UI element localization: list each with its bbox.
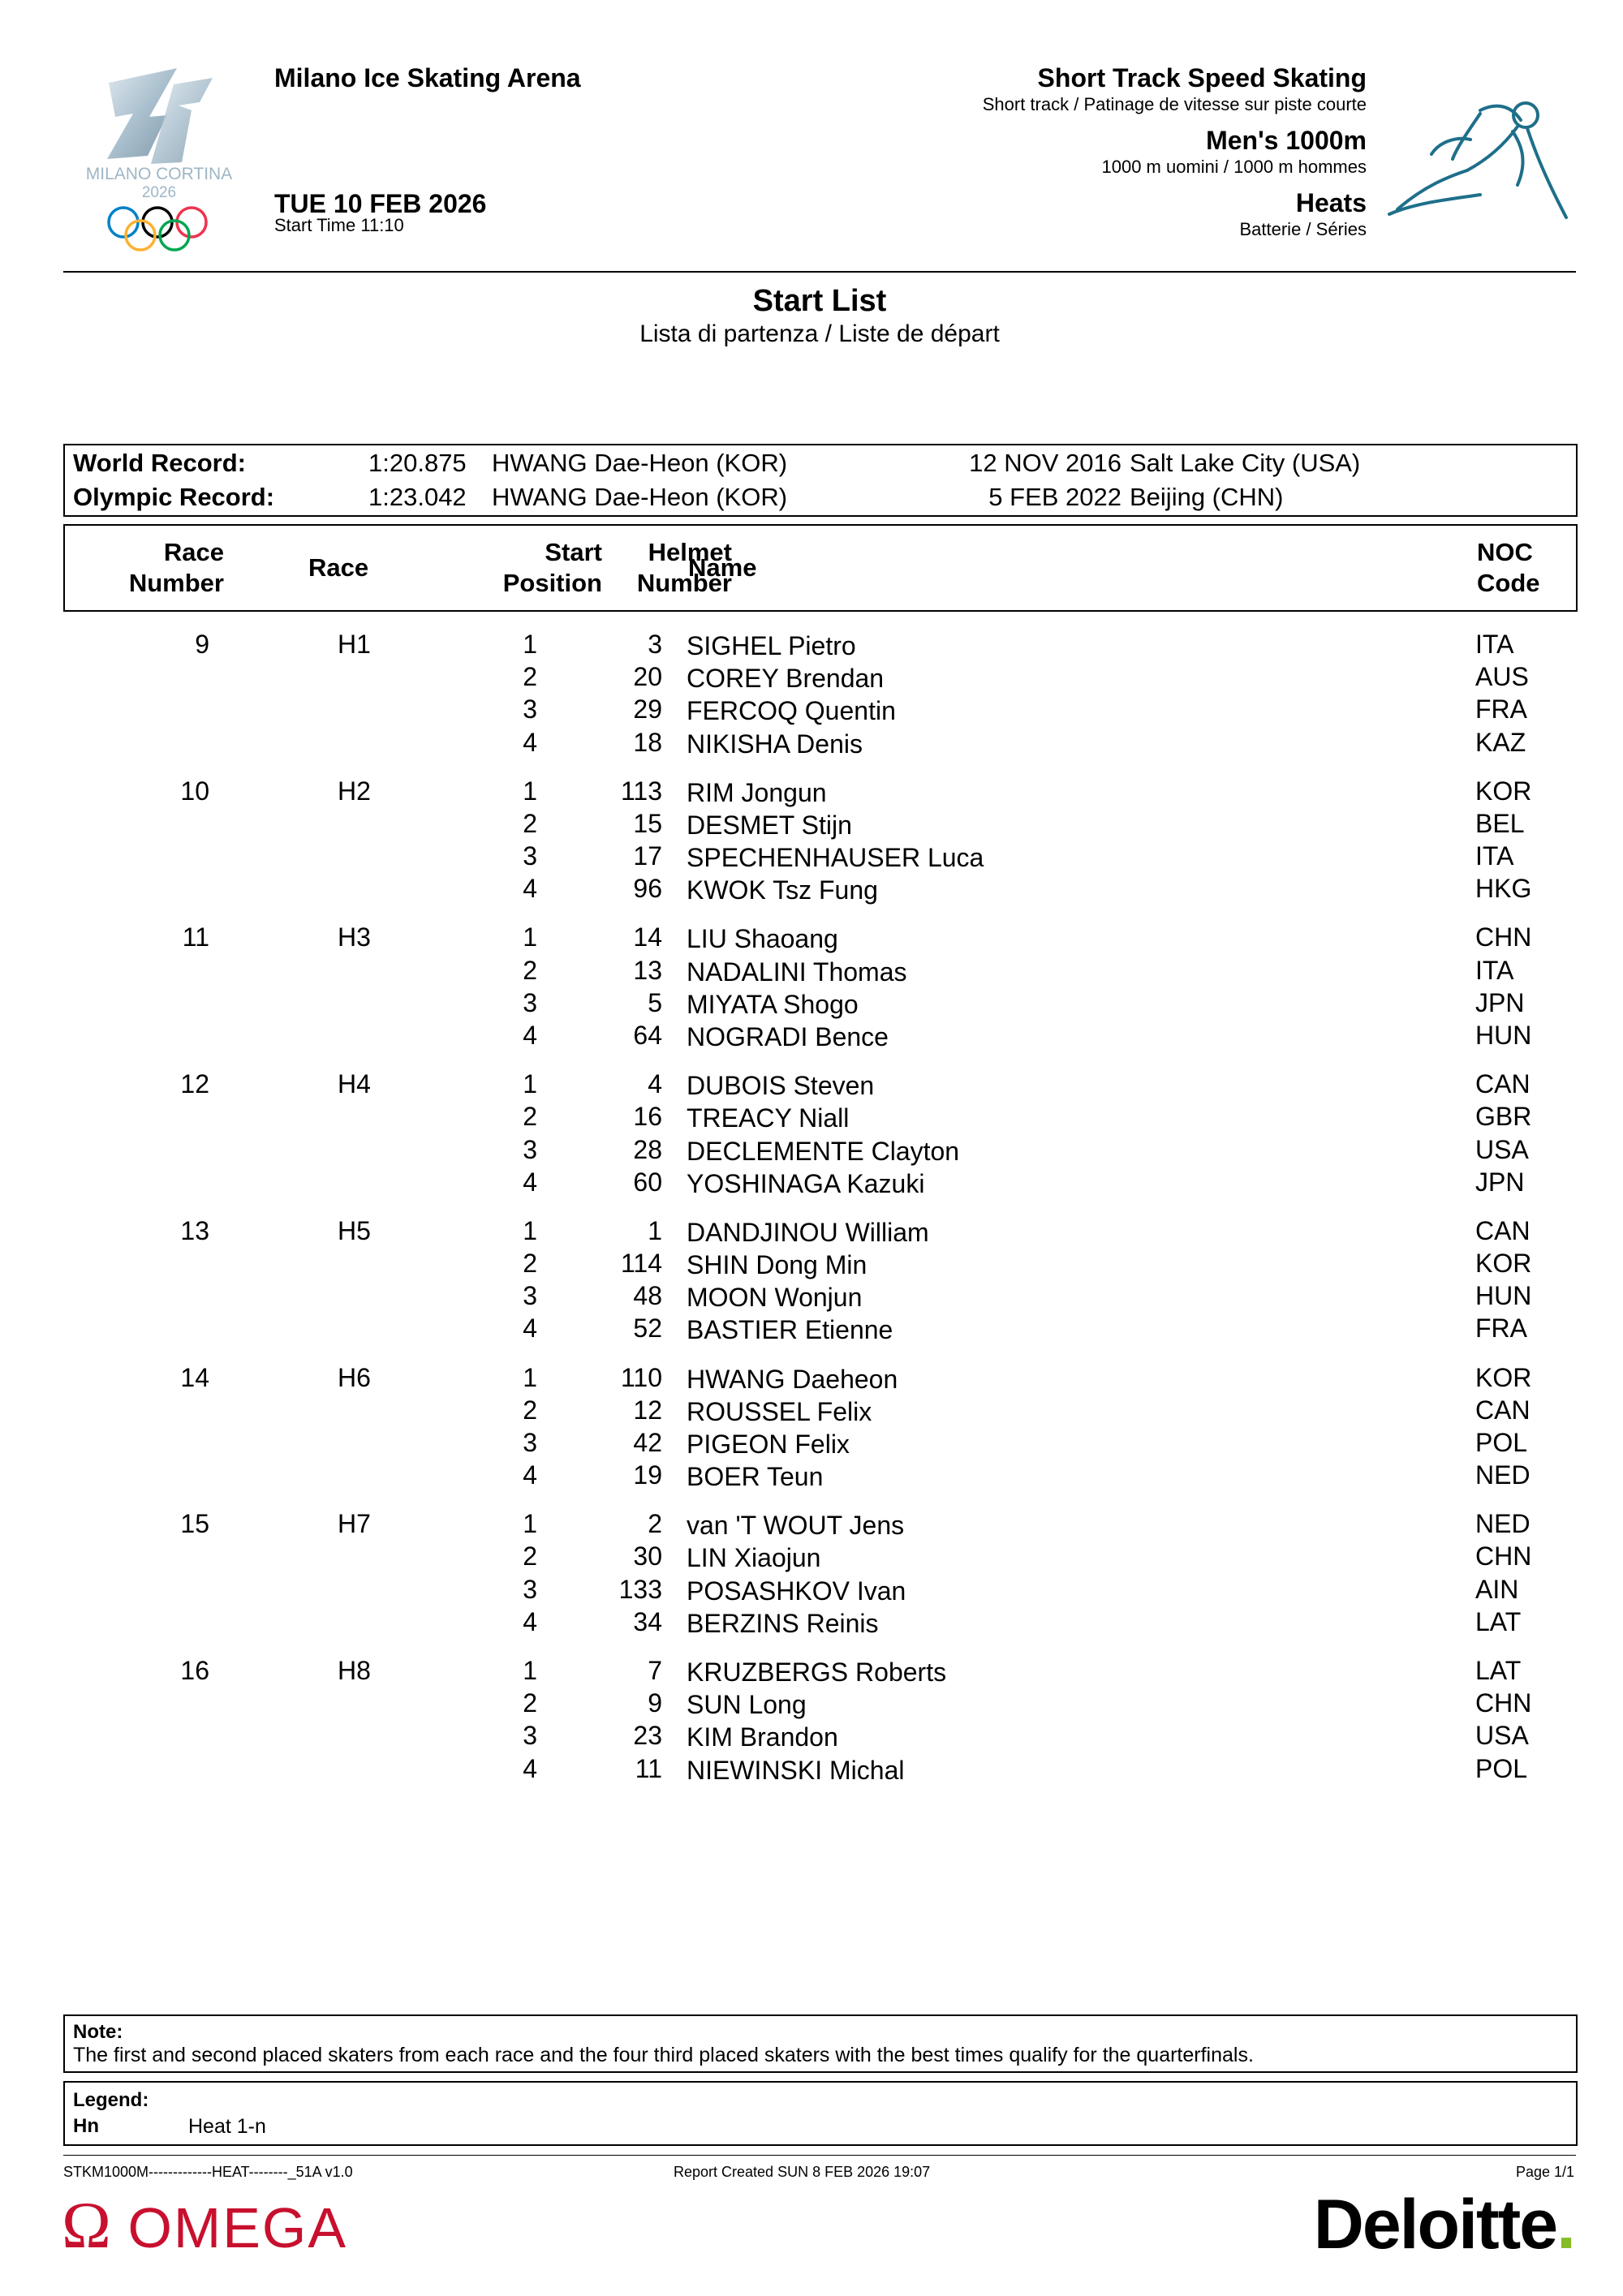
- race-code: H5: [338, 1215, 371, 1245]
- start-position: 2: [523, 1249, 537, 1278]
- skater-name: MIYATA Shogo: [687, 989, 859, 1019]
- skater-name: van 'T WOUT Jens: [687, 1511, 905, 1541]
- note-box: [63, 2014, 1578, 2073]
- column-header-start-position: [503, 537, 602, 599]
- noc-code: FRA: [1475, 1314, 1527, 1344]
- helmet-number: 52: [633, 1314, 662, 1344]
- helmet-number: 19: [633, 1460, 662, 1490]
- helmet-number: 5: [648, 987, 662, 1017]
- start-position: 3: [523, 1721, 537, 1751]
- record-place: Beijing (CHN): [1130, 483, 1284, 511]
- records-box: [63, 444, 1578, 517]
- start-position: 3: [523, 1427, 537, 1457]
- race-number: 15: [180, 1509, 209, 1539]
- race-code: H8: [338, 1655, 371, 1685]
- skater-name: BASTIER Etienne: [687, 1315, 893, 1345]
- noc-code: AUS: [1475, 662, 1529, 692]
- noc-code: KAZ: [1475, 727, 1526, 757]
- helmet-number: 16: [633, 1102, 662, 1132]
- helmet-number: 48: [633, 1281, 662, 1311]
- skater-name: SPECHENHAUSER Luca: [687, 843, 984, 873]
- start-position: 1: [523, 776, 537, 806]
- helmet-number: 133: [618, 1574, 662, 1604]
- noc-code: CHN: [1475, 1688, 1532, 1718]
- noc-code: CHN: [1475, 922, 1532, 952]
- event-subtitle: 1000 m uomini / 1000 m hommes: [1101, 157, 1367, 177]
- skater-name: RIM Jongun: [687, 777, 827, 807]
- skater-name: DUBOIS Steven: [687, 1071, 875, 1101]
- page-number: Page 1/1: [1515, 2164, 1574, 2180]
- start-position: 4: [523, 727, 537, 757]
- column-header-line: Position: [502, 569, 602, 597]
- short-track-pictogram-icon: [1383, 96, 1578, 226]
- helmet-number: 14: [633, 922, 662, 952]
- start-position: 4: [523, 1021, 537, 1050]
- noc-code: FRA: [1475, 694, 1527, 724]
- helmet-number: 20: [633, 662, 662, 692]
- start-position: 2: [523, 955, 537, 985]
- noc-code: CHN: [1475, 1541, 1532, 1572]
- event-date: TUE 10 FEB 2026: [274, 189, 487, 218]
- noc-code: JPN: [1475, 1167, 1525, 1197]
- race-number: 14: [180, 1362, 209, 1392]
- column-header-line: NOC: [1477, 538, 1533, 566]
- record-label: World Record:: [73, 449, 246, 477]
- helmet-number: 96: [633, 874, 662, 904]
- helmet-number: 12: [633, 1395, 662, 1425]
- olympic-rings-icon: [109, 208, 206, 250]
- header-divider: [63, 271, 1576, 273]
- record-place: Salt Lake City (USA): [1130, 449, 1361, 477]
- skater-name: NIEWINSKI Michal: [687, 1755, 905, 1785]
- skater-name: SIGHEL Pietro: [687, 631, 856, 660]
- start-position: 2: [523, 808, 537, 838]
- column-header-noc-code: [1477, 537, 1540, 599]
- noc-code: KOR: [1475, 776, 1532, 806]
- helmet-number: 30: [633, 1541, 662, 1572]
- milano-cortina-2026-logo: [70, 60, 248, 263]
- start-position: 1: [523, 1069, 537, 1099]
- helmet-number: 42: [633, 1427, 662, 1457]
- column-header-name: Name: [688, 553, 757, 582]
- record-date: 5 FEB 2022: [988, 483, 1121, 511]
- legend-meaning: Heat 1-n: [188, 2115, 266, 2138]
- start-position: 1: [523, 1655, 537, 1685]
- skater-name: POSASHKOV Ivan: [687, 1576, 906, 1606]
- column-header-line: Helmet: [648, 538, 732, 566]
- column-header-race: Race: [308, 553, 369, 582]
- event-name: Men's 1000m: [1206, 126, 1367, 155]
- noc-code: NED: [1475, 1460, 1530, 1490]
- table-header: [63, 524, 1578, 612]
- start-position: 2: [523, 1395, 537, 1425]
- start-position: 3: [523, 1574, 537, 1604]
- phase-name: Heats: [1295, 188, 1367, 217]
- start-position: 4: [523, 1167, 537, 1197]
- race-number: 12: [180, 1069, 209, 1099]
- noc-code: KOR: [1475, 1362, 1532, 1392]
- omega-wordmark: OMEGA: [127, 2196, 348, 2259]
- noc-code: HUN: [1475, 1281, 1532, 1311]
- column-header-line: Number: [636, 569, 732, 597]
- legend-code: Hn: [73, 2115, 99, 2137]
- venue-name: Milano Ice Skating Arena: [274, 63, 581, 92]
- noc-code: USA: [1475, 1721, 1529, 1751]
- column-header-line: Number: [128, 569, 224, 597]
- column-header-race-number: [129, 537, 224, 599]
- sport-subtitle: Short track / Patinage de vitesse sur piste courte: [982, 94, 1367, 114]
- helmet-number: 15: [633, 808, 662, 838]
- deloitte-dot-icon: .: [1556, 2186, 1574, 2264]
- noc-code: LAT: [1475, 1655, 1522, 1685]
- skater-name: BOER Teun: [687, 1462, 824, 1492]
- report-code: STKM1000M-------------HEAT--------_51A v1.0: [63, 2164, 353, 2180]
- noc-code: CAN: [1475, 1069, 1530, 1099]
- column-header-line: Start: [545, 538, 602, 566]
- helmet-number: 13: [633, 955, 662, 985]
- start-position: 2: [523, 1541, 537, 1572]
- helmet-number: 18: [633, 727, 662, 757]
- report-created: Report Created SUN 8 FEB 2026 19:07: [674, 2164, 931, 2180]
- skater-name: ROUSSEL Felix: [687, 1396, 872, 1426]
- helmet-number: 23: [633, 1721, 662, 1751]
- noc-code: CAN: [1475, 1215, 1530, 1245]
- start-position: 1: [523, 1215, 537, 1245]
- noc-code: POL: [1475, 1753, 1528, 1783]
- noc-code: ITA: [1475, 630, 1514, 659]
- race-code: H4: [338, 1069, 371, 1099]
- start-position: 1: [523, 1362, 537, 1392]
- start-position: 4: [523, 1314, 537, 1344]
- skater-name: LIN Xiaojun: [687, 1543, 821, 1573]
- race-number: 11: [182, 922, 209, 952]
- record-holder: HWANG Dae-Heon (KOR): [492, 483, 788, 511]
- logo-year: 2026: [141, 184, 177, 201]
- skater-name: MOON Wonjun: [687, 1283, 863, 1313]
- start-position: 2: [523, 1688, 537, 1718]
- noc-code: CAN: [1475, 1395, 1530, 1425]
- helmet-number: 28: [633, 1134, 662, 1164]
- footer-divider: [63, 2155, 1576, 2156]
- helmet-number: 11: [635, 1753, 662, 1783]
- start-position: 3: [523, 1134, 537, 1164]
- race-number: 16: [180, 1655, 209, 1685]
- skater-name: BERZINS Reinis: [687, 1608, 879, 1638]
- start-position: 4: [523, 1753, 537, 1783]
- start-position: 3: [523, 1281, 537, 1311]
- phase-subtitle: Batterie / Séries: [1239, 219, 1367, 239]
- noc-code: POL: [1475, 1427, 1528, 1457]
- skater-name: PIGEON Felix: [687, 1429, 850, 1459]
- helmet-number: 4: [648, 1069, 662, 1099]
- document-title: Start List: [752, 284, 887, 318]
- race-number: 9: [195, 630, 209, 659]
- skater-name: YOSHINAGA Kazuki: [687, 1168, 925, 1198]
- skater-name: NIKISHA Denis: [687, 729, 863, 759]
- helmet-number: 17: [633, 841, 662, 871]
- start-position: 4: [523, 1460, 537, 1490]
- start-position: 1: [523, 922, 537, 952]
- helmet-number: 29: [633, 694, 662, 724]
- skater-name: FERCOQ Quentin: [687, 696, 896, 726]
- noc-code: GBR: [1475, 1102, 1532, 1132]
- noc-code: BEL: [1475, 808, 1525, 838]
- skater-name: COREY Brendan: [687, 664, 885, 694]
- omega-logo: [62, 2189, 347, 2264]
- start-position: 1: [523, 630, 537, 659]
- skater-name: KRUZBERGS Roberts: [687, 1657, 947, 1687]
- helmet-number: 9: [648, 1688, 662, 1718]
- document-subtitle: Lista di partenza / Liste de départ: [639, 320, 1000, 347]
- skater-name: DECLEMENTE Clayton: [687, 1136, 960, 1166]
- noc-code: AIN: [1475, 1574, 1519, 1604]
- start-position: 3: [523, 694, 537, 724]
- omega-symbol-icon: Ω: [62, 2188, 111, 2262]
- helmet-number: 114: [620, 1249, 662, 1278]
- skater-name: SHIN Dong Min: [687, 1250, 867, 1279]
- skater-name: DANDJINOU William: [687, 1217, 929, 1247]
- logo-wordmark: MILANO CORTINA: [85, 165, 233, 183]
- helmet-number: 2: [648, 1509, 662, 1539]
- skater-name: KWOK Tsz Fung: [687, 875, 878, 905]
- start-position: 4: [523, 874, 537, 904]
- helmet-number: 34: [633, 1606, 662, 1636]
- record-time: 1:23.042: [368, 483, 467, 511]
- skater-name: HWANG Daeheon: [687, 1364, 898, 1394]
- race-number: 13: [180, 1215, 209, 1245]
- race-code: H7: [338, 1509, 371, 1539]
- helmet-number: 64: [633, 1021, 662, 1050]
- record-label: Olympic Record:: [73, 483, 275, 511]
- noc-code: USA: [1475, 1134, 1529, 1164]
- skater-name: DESMET Stijn: [687, 810, 852, 840]
- race-code: H6: [338, 1362, 371, 1392]
- note-label: Note:: [73, 2021, 123, 2043]
- sport-name: Short Track Speed Skating: [1037, 63, 1367, 92]
- legend-box: [63, 2081, 1578, 2146]
- skater-name: NADALINI Thomas: [687, 957, 907, 987]
- deloitte-wordmark: Deloitte: [1313, 2186, 1557, 2264]
- start-time: Start Time 11:10: [274, 215, 404, 235]
- note-text: The first and second placed skaters from each race and the four third placed skaters with the best times qualify for the quarterfinals.: [73, 2044, 1254, 2066]
- column-header-line: Race: [163, 538, 224, 566]
- record-time: 1:20.875: [368, 449, 467, 477]
- race-code: H3: [338, 922, 371, 952]
- race-code: H2: [338, 776, 371, 806]
- start-position: 3: [523, 841, 537, 871]
- start-position: 1: [523, 1509, 537, 1539]
- column-header-line: Code: [1477, 569, 1540, 597]
- noc-code: ITA: [1475, 955, 1514, 985]
- noc-code: JPN: [1475, 987, 1525, 1017]
- skater-name: SUN Long: [687, 1690, 807, 1720]
- helmet-number: 110: [620, 1362, 662, 1392]
- start-position: 2: [523, 1102, 537, 1132]
- helmet-number: 60: [633, 1167, 662, 1197]
- noc-code: ITA: [1475, 841, 1514, 871]
- start-position: 4: [523, 1606, 537, 1636]
- race-code: H1: [338, 630, 371, 659]
- helmet-number: 1: [648, 1215, 662, 1245]
- noc-code: NED: [1475, 1509, 1530, 1539]
- helmet-number: 3: [648, 630, 662, 659]
- start-position: 2: [523, 662, 537, 692]
- race-number: 10: [180, 776, 209, 806]
- skater-name: LIU Shaoang: [687, 924, 838, 954]
- record-date: 12 NOV 2016: [969, 449, 1121, 477]
- noc-code: KOR: [1475, 1249, 1532, 1278]
- start-position: 3: [523, 987, 537, 1017]
- record-holder: HWANG Dae-Heon (KOR): [492, 449, 788, 477]
- helmet-number: 113: [620, 776, 662, 806]
- noc-code: HKG: [1475, 874, 1532, 904]
- skater-name: NOGRADI Bence: [687, 1022, 889, 1051]
- legend-label: Legend:: [73, 2089, 149, 2111]
- deloitte-logo: [1314, 2186, 1574, 2264]
- skater-name: TREACY Niall: [687, 1103, 850, 1133]
- skater-name: KIM Brandon: [687, 1722, 838, 1752]
- noc-code: LAT: [1475, 1606, 1522, 1636]
- helmet-number: 7: [648, 1655, 662, 1685]
- noc-code: HUN: [1475, 1021, 1532, 1050]
